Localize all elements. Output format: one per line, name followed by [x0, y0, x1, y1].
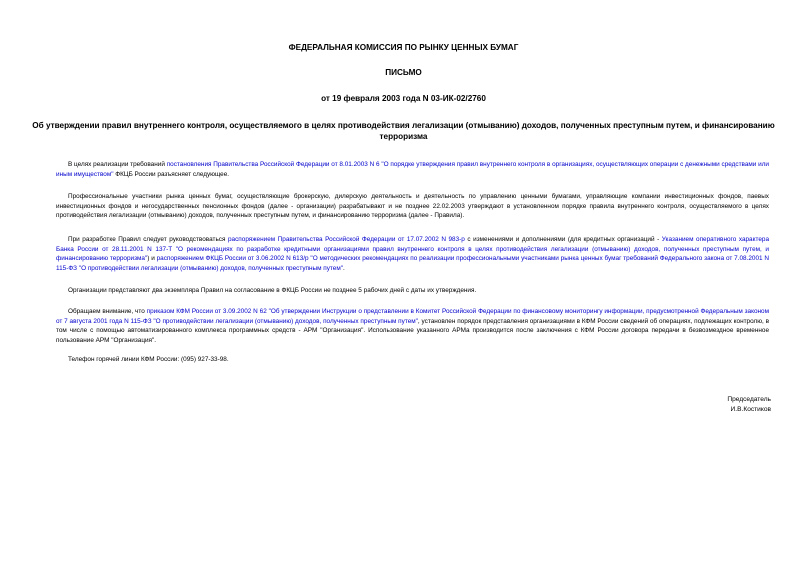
paragraph-text: При разработке Правил следует руководствоваться [68, 236, 228, 243]
paragraph-text: с изменениями и дополнениями (для кредитных организаций - [464, 236, 662, 243]
paragraph-5 [56, 307, 769, 345]
paragraph-2 [56, 192, 769, 221]
paragraph-text: В целях реализации требований [68, 161, 167, 168]
paragraph-4 [56, 286, 769, 296]
paragraph-3 [56, 235, 769, 273]
hotline-text: Телефон горячей линии КФМ России: (095) 927-33-98. [68, 356, 229, 363]
paragraph-1 [56, 160, 769, 179]
link-government-decree[interactable]: постановления Правительства Российской Федерации от 8.01.2003 N 6 "О порядке утверждения правил внутреннего контроля в организациях, осуществляющих операции с денежными средствами или иным имуществом" [56, 161, 770, 178]
signatory-position: Председатель [727, 396, 771, 403]
commission-heading: ФЕДЕРАЛЬНАЯ КОМИССИЯ ПО РЫНКУ ЦЕННЫХ БУМАГ [288, 43, 519, 52]
link-fkcb-order[interactable]: распоряжением ФКЦБ России от 3.06.2002 N 613/р "О методических рекомендациях по реализации профессиональными участниками рынка ценных бумаг требований Федерального закона от 7.08.2001 N 115-ФЗ "О противодействии легализации (отмыванию) доходов, полученных преступным путем" [56, 255, 769, 272]
link-government-order[interactable]: распоряжением Правительства Российской Федерации от 17.07.2002 N 983-р [228, 236, 465, 243]
paragraph-text: , установлен порядок представления организациями в КФМ России сведений об операциях, подлежащих контролю, в том числе с помощью автоматизированного комплекса программных средств - АРМ "Организация". Использование указанного АРМа производится после заключения с КФМ России договора передачи в безвозмездное временное пользование АРМ "Организация". [56, 317, 770, 344]
paragraph-text: Организации представляют два экземпляра Правил на согласование в ФКЦБ России не позднее 5 рабочих дней с даты их утверждения. [68, 287, 477, 294]
paragraph-text: Обращаем внимание, что [68, 308, 147, 315]
link-central-bank-instruction[interactable]: Указанием оперативного характера Банка России от 28.11.2001 N 137-Т "О рекомендациях по разработке кредитными организациями правил внутреннего контроля в целях противодействия легализации (отмыванию) доходов, полученных преступным путем, и финансированию терроризма" [56, 236, 769, 263]
document-title: Об утверждении правил внутреннего контроля, осуществляемого в целях противодействия легализации (отмыванию) доходов, полученных преступным путем, и финансированию терроризма [32, 121, 775, 141]
signatory-name: И.В.Костиков [730, 406, 771, 413]
paragraph-text: . [343, 264, 345, 272]
paragraph-text: ФКЦБ России разъясняет следующее. [113, 170, 230, 178]
document-date-number: от 19 февраля 2003 года N 03-ИК-02/2760 [321, 94, 486, 103]
paragraph-6 [56, 355, 769, 365]
paragraph-text: ) и [147, 255, 157, 263]
link-kfm-order[interactable]: приказом КФМ России от 3.09.2002 N 62 "Об утверждении Инструкции о представлении в Комитет Российской Федерации по финансовому мониторингу информации, предусмотренной Федеральным законом от 7 августа 2001 года N 115-ФЗ "О противодействии легализации (отмыванию) доходов, полученных преступным путем" [56, 308, 769, 325]
paragraph-text: Профессиональные участники рынка ценных бумаг, осуществляющие брокерскую, дилерскую деятельность и деятельность по управлению ценными бумагами, управляющие компании инвестиционных фондов, паевых инвестиционных фондов и негосударственных пенсионных фондов (далее - организации) разрабатывают и не позднее 22.02.2003 утверждают в установленном порядке правила внутреннего контроля, осуществляемого в целях противодействия легализации (отмыванию) доходов, полученных преступным путем, и финансированию терроризма (далее - Правила). [56, 193, 769, 220]
document-type: ПИСЬМО [385, 68, 422, 77]
